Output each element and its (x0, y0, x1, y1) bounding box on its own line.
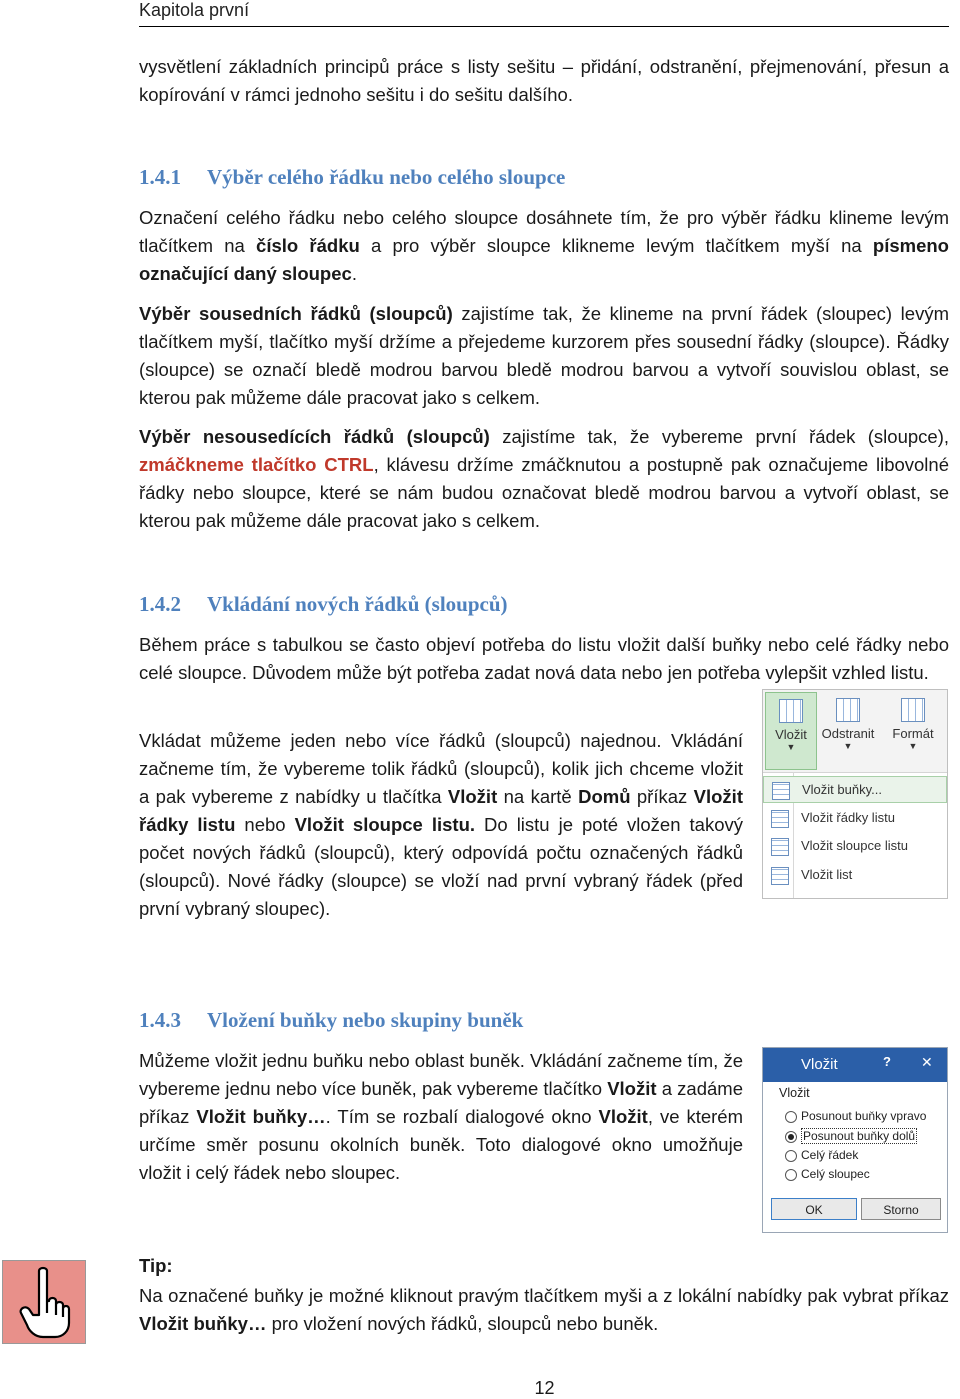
page-number: 12 (534, 1378, 555, 1398)
text: zajistíme tak, že vybereme první řádek (sloupce), (489, 426, 949, 447)
insert-cells-icon (779, 699, 803, 723)
format-button[interactable] (881, 692, 945, 768)
bold-text: Vložit sloupce listu. (294, 814, 476, 835)
insert-columns-icon (771, 838, 789, 856)
heading-title: Vkládání nových řádků (sloupců) (207, 592, 508, 616)
menu-item-label: Vložit sloupce listu (801, 838, 908, 853)
text: Na označené buňky je možné kliknout pravým tlačítkem myši a z lokální nabídky pak vybrat příkaz (139, 1285, 949, 1306)
close-icon[interactable]: ✕ (921, 1054, 933, 1070)
running-header: Kapitola první (139, 0, 250, 20)
text: , ve kterém určíme směr posunu okolních buněk. Toto dialogové okno umožňuje vložit i celý řádek nebo sloupec. (139, 1106, 743, 1183)
tip-text (139, 1282, 949, 1338)
delete-button-label: Odstranit (821, 726, 875, 741)
text: Během práce s tabulkou se často objeví potřeba do listu vložit další buňky nebo celé řádky nebo celé sloupce. Důvodem může být potřeba zadat nová data nebo jen potřeba vylepšit vzhled listu. (139, 634, 949, 683)
bold-text: Vložit buňky… (139, 1313, 267, 1334)
paragraph-insert-rows (139, 727, 743, 923)
radio-label: Posunout buňky vpravo (801, 1109, 927, 1123)
menu-item-insert-rows[interactable] (763, 805, 947, 832)
insert-button[interactable] (765, 692, 817, 770)
text: nebo (235, 814, 295, 835)
delete-cells-icon (836, 698, 860, 722)
text: zajistíme tak, že klineme na první řádek (sloupec) levým tlačítkem myší, tlačítko myší držíme a přejedeme kurzorem přes sousední řádky (sloupce). Řádky (sloupce) se označí bledě modrou barvou bledě modrou barvou a vytvoří souvislou oblast, se kterou pak můžeme dále pracovat jako s celkem. (139, 303, 949, 408)
bold-text: číslo řádku (256, 235, 360, 256)
paragraph-adjacent-select (139, 300, 949, 412)
pointing-hand-icon (3, 1261, 85, 1343)
heading-number: 1.4.3 (139, 1008, 181, 1032)
help-icon[interactable]: ? (883, 1054, 891, 1069)
menu-item-label: Vložit řádky listu (801, 810, 895, 825)
menu-item-label: Vložit buňky... (802, 782, 882, 797)
menu-item-insert-columns[interactable] (763, 833, 947, 860)
bold-text: Vložit řádky listu (139, 786, 743, 835)
bold-text: Vložit (598, 1106, 648, 1127)
ribbon-group (763, 690, 947, 773)
chevron-down-icon: ▼ (843, 741, 853, 751)
bold-text: Vložit buňky… (196, 1106, 326, 1127)
bold-text: písmeno označující daný sloupec (139, 235, 949, 284)
highlight-text: zmáčkneme tlačítko CTRL (139, 454, 374, 475)
radio-selected-icon (785, 1131, 797, 1143)
radio-entire-column[interactable] (785, 1166, 945, 1184)
insert-rows-icon (771, 810, 789, 828)
text: . (351, 263, 357, 284)
paragraph-row-col-select (139, 204, 949, 288)
heading-number: 1.4.2 (139, 592, 181, 616)
menu-item-insert-sheet[interactable] (763, 862, 947, 889)
text: Můžeme vložit jednu buňku nebo oblast buněk. Vkládání začneme tím, že vybereme jednu nebo více buněk, pak vybereme tlačítko (139, 1050, 743, 1099)
radio-shift-right[interactable] (785, 1108, 945, 1126)
heading-1-4-2 (139, 592, 508, 617)
paragraph-nonadjacent-select (139, 423, 949, 535)
text: na kartě (497, 786, 579, 807)
radio-entire-row[interactable] (785, 1147, 945, 1165)
radio-shift-down[interactable] (785, 1128, 945, 1146)
heading-1-4-1 (139, 165, 565, 190)
text: Do listu je poté vložen takový počet nových řádků (sloupců), který odpovídá počtu označených řádků (sloupců). Nové řádky (sloupce) se vloží nad první vybraný řádek (před první vybraný sloupec). (139, 814, 743, 919)
text: a zadáme příkaz (139, 1078, 744, 1127)
bold-text: Výběr nesousedících řádků (sloupců) (139, 426, 490, 447)
paragraph-insert-cells (139, 1047, 743, 1187)
radio-icon (785, 1150, 797, 1162)
tip-label: Tip: (139, 1255, 173, 1276)
heading-1-4-3 (139, 1008, 523, 1033)
menu-item-label: Vložit list (801, 867, 853, 882)
chevron-down-icon: ▼ (908, 741, 918, 751)
format-button-label: Formát (892, 726, 934, 741)
radio-label: Celý řádek (801, 1148, 859, 1162)
dialog-group-label: Vložit (779, 1086, 810, 1100)
insert-sheet-icon (771, 867, 789, 885)
heading-title: Vložení buňky nebo skupiny buněk (207, 1008, 524, 1032)
chevron-down-icon: ▼ (786, 742, 796, 752)
radio-label: Posunout buňky dolů (803, 1129, 916, 1143)
menu-item-insert-cells[interactable] (763, 776, 947, 803)
heading-number: 1.4.1 (139, 165, 181, 189)
header-rule (139, 26, 949, 27)
dialog-titlebar (763, 1048, 947, 1082)
heading-title: Výběr celého řádku nebo celého sloupce (207, 165, 566, 189)
text: , klávesu držíme zmáčknutou a postupně pak označujeme libovolné řádky nebo sloupce, které se nám budou označovat bledě modrou barvou a vytvoří oblast, se kterou pak můžeme dále pracovat jako s celkem. (139, 454, 949, 531)
insert-menu-screenshot (762, 689, 948, 899)
text: příkaz (630, 786, 694, 807)
format-cells-icon (901, 698, 925, 722)
ok-button[interactable]: OK (771, 1198, 857, 1220)
insert-dialog-screenshot (762, 1047, 948, 1233)
tip-icon-box (2, 1260, 86, 1344)
text: pro vložení nových řádků, sloupců nebo buněk. (266, 1313, 659, 1334)
text: Vkládat můžeme jeden nebo více řádků (sloupců) najednou. Vkládání začneme tím, že vybereme tolik řádků (sloupců), kolik jich chceme vložit a pak vybereme z nabídky u tlačítka (139, 730, 743, 807)
paragraph-insert-intro (139, 631, 949, 687)
intro-paragraph: vysvětlení základních principů práce s listy sešitu – přidání, odstranění, přejmenování, přesun a kopírování v rámci jednoho sešitu i do sešitu dalšího. (139, 56, 949, 105)
cancel-button[interactable]: Storno (861, 1198, 941, 1220)
bold-text: Výběr sousedních řádků (sloupců) (139, 303, 453, 324)
insert-button-label: Vložit (775, 727, 807, 742)
bold-text: Domů (578, 786, 631, 807)
dialog-title: Vložit (801, 1056, 838, 1073)
radio-label: Celý sloupec (801, 1167, 870, 1181)
insert-cells-icon (772, 782, 790, 800)
text: . Tím se rozbalí dialogové okno (325, 1106, 599, 1127)
text: a pro výběr sloupce klikneme levým tlačítkem myší na (359, 235, 873, 256)
bold-text: Vložit (447, 786, 498, 807)
delete-button[interactable] (817, 692, 879, 768)
radio-icon (785, 1111, 797, 1123)
radio-icon (785, 1169, 797, 1181)
text: Označení celého řádku nebo celého sloupce dosáhnete tím, že pro výběr řádku klineme levým tlačítkem na (139, 207, 949, 256)
bold-text: Vložit (607, 1078, 657, 1099)
